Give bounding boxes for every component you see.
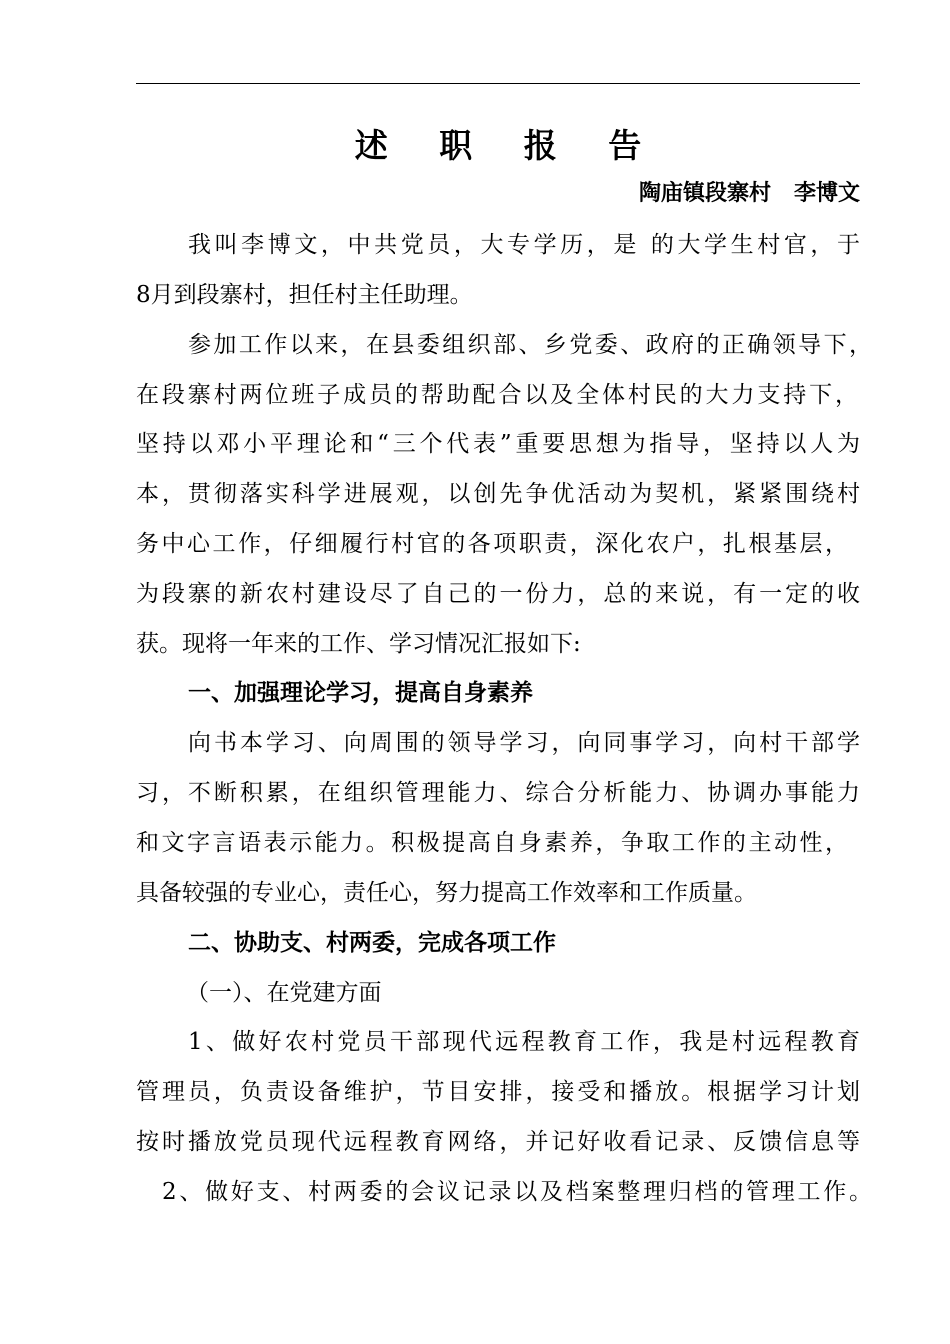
paragraph-line: 本，贯彻落实科学进展观，以创先争优活动为契机，紧紧围绕村: [136, 481, 860, 507]
paragraph-line: 获。现将一年来的工作、学习情况汇报如下:: [136, 631, 581, 657]
paragraph-line: 8月到段寨村，担任村主任助理。: [136, 282, 473, 308]
paragraph-line: 务中心工作，仔细履行村官的各项职责，深化农户，扎根基层，: [136, 531, 848, 557]
paragraph-line: 1、做好农村党员干部现代远程教育工作，我是村远程教育: [188, 1029, 860, 1055]
paragraph-line: 我叫李博文，中共党员，大专学历，是 的大学生村官，于: [188, 232, 860, 258]
paragraph-line: 为段寨的新农村建设尽了自己的一份力，总的来说，有一定的收: [136, 581, 860, 607]
paragraph-line: 习，不断积累，在组织管理能力、综合分析能力、协调办事能力: [136, 780, 860, 806]
section-heading: 一、加强理论学习，提高自身素养: [188, 679, 533, 706]
subsection-heading: （一）、在党建方面: [186, 980, 382, 1006]
section-heading: 二、协助支、村两委，完成各项工作: [188, 929, 556, 956]
paragraph-line: 在段寨村两位班子成员的帮助配合以及全体村民的大力支持下，: [136, 382, 858, 408]
paragraph-line: 坚持以邓小平理论和“三个代表”重要思想为指导，坚持以人为: [136, 431, 860, 457]
paragraph-line: 2、做好支、村两委的会议记录以及档案整理归档的管理工作。: [162, 1179, 872, 1205]
paragraph-line: 具备较强的专业心，责任心，努力提高工作效率和工作质量。: [136, 880, 757, 906]
author-byline: 陶庙镇段寨村 李博文: [639, 180, 860, 206]
paragraph-line: 向书本学习、向周围的领导学习，向同事学习，向村干部学: [188, 730, 860, 756]
header-rule: [136, 83, 860, 84]
paragraph-line: 参加工作以来，在县委组织部、乡党委、政府的正确领导下，: [188, 332, 872, 358]
paragraph-line: 管理员，负责设备维护，节目安排，接受和播放。根据学习计划: [136, 1079, 860, 1105]
paragraph-line: 和文字言语表示能力。积极提高自身素养，争取工作的主动性，: [136, 830, 848, 856]
page-title: 述 职 报 告: [354, 126, 662, 165]
paragraph-line: 按时播放党员现代远程教育网络，并记好收看记录、反馈信息等: [136, 1129, 860, 1155]
